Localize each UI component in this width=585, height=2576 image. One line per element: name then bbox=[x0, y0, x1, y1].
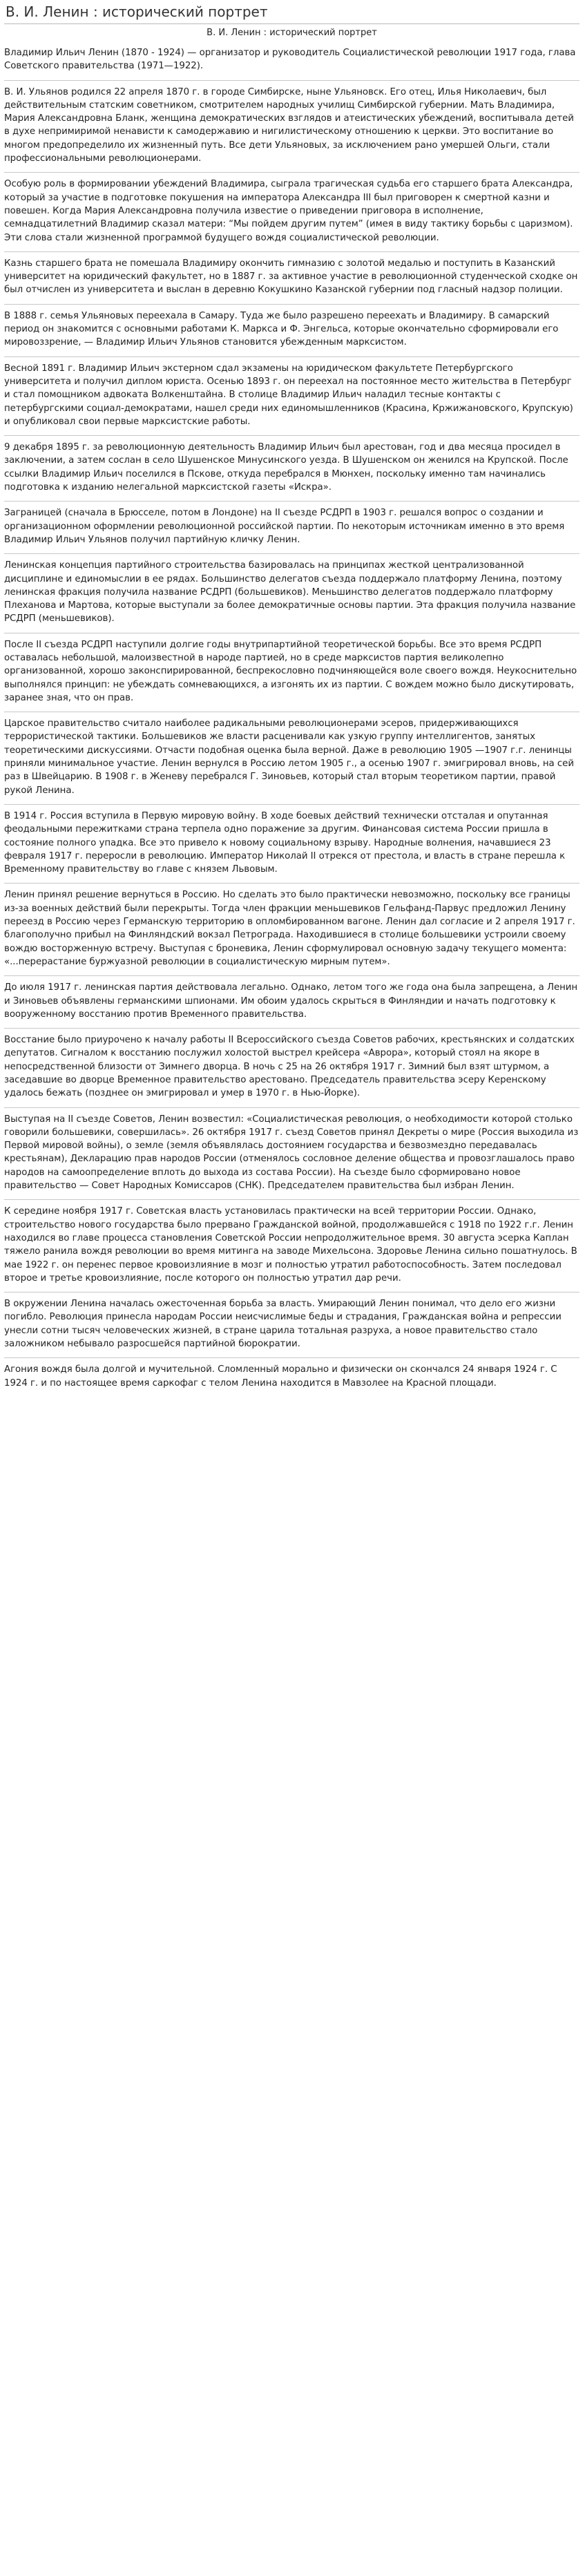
paragraph: К середине ноября 1917 г. Советская власть установилась практически на всей территории России. Однако, строительство нового государства было прервано Гражданской войной, продолжавшейся с 1918 по 1922 г.г. Ленин находился во главе процесса становления Советской России непродолжительное время. 30 августа эсерка Каплан тяжело ранила вождя революции во время митинга на заводе Михельсона. Здоровье Ленина сильно пошатнулось. В мае 1922 г. он перенес первое кровоизлияние в мозг и полностью утратил работоспособность. Затем последовал второе и третье кровоизлияние, после которого он полностью утратил дар речи. bbox=[4, 1200, 579, 1292]
paragraph: 9 декабря 1895 г. за революционную деятельность Владимир Ильич был арестован, год и два месяца просидел в заключении, а затем сослан в село Шушенское Минусинского уезда. В Шушенском он женился на Крупской. После ссылки Владимир Ильич поселился в Пскове, откуда перебрался в Мюнхен, поскольку именно там начинались подготовка к изданию нелегальной марксистской газеты «Искра». bbox=[4, 436, 579, 502]
paragraph: Агония вождя была долгой и мучительной. Сломленный морально и физически он скончался 24 января 1924 г. С 1924 г. и по настоящее время саркофаг с телом Ленина находится в Мавзолее на Красной площади. bbox=[4, 1364, 557, 1389]
paragraph: Весной 1891 г. Владимир Ильич экстерном сдал экзамены на юридическом факультете Петербургского университета и получил диплом юриста. Осенью 1893 г. он переехал на постоянное место жительства в Петербург и стал помощником адвоката Волкенштайна. В столице Владимир Ильич наладил тесные контакты с петербургскими социал-демократами, нашел среди них единомышленников (Красина, Кржижановского, Крупскую) и опубликовал свои первые марксистские работы. bbox=[4, 357, 579, 436]
title-divider bbox=[4, 23, 579, 24]
paragraph: Владимир Ильич Ленин (1870 - 1924) — организатор и руководитель Социалистической революции 1917 года, глава Советского правительства (1971—1922). bbox=[4, 46, 579, 81]
paragraph: До июля 1917 г. ленинская партия действовала легально. Однако, летом того же года она была запрещена, а Ленин и Зиновьев объявлены германскими шпионами. Им обоим удалось скрыться в Финляндии и начать подготовку к вооруженному восстанию против Временного правительства. bbox=[4, 976, 579, 1029]
paragraph: В 1914 г. Россия вступила в Первую мировую войну. В ходе боевых действий технически отсталая и опутанная феодальными пережитками страна терпела одно поражение за другим. Финансовая система России пришла в состояние полного упадка. Все это привело к новому социальному взрыву. Народные волнения, начавшиеся 23 февраля 1917 г. переросли в революцию. Император Николай II отрекся от престола, и власть в стране перешла к Временному правительству во главе с князем Львовым. bbox=[4, 805, 579, 884]
paragraph: Ленинская концепция партийного строительства базировалась на принципах жесткой централизованной дисциплине и единомыслии в ее рядах. Большинство делегатов съезда поддержало платформу Ленина, поэтому ленинская фракция получила название РСДРП (большевиков). Меньшинство делегатов поддержало платформу Плеханова и Мартова, которые выступали за более демократичные основы партии. Эта фракция получила название РСДРП (меньшевиков). bbox=[4, 554, 579, 633]
document-subtitle: В. И. Ленин : исторический портрет bbox=[207, 28, 377, 38]
paragraph: После II съезда РСДРП наступили долгие годы внутрипартийной теоретической борьбы. Все это время РСДРП оставалась небольшой, малоизвестной в народе партией, но в среде марксистов партия великолепно организованной, хорошо законспирированной, беспрекословно подчиняющейся воле своего вождя. Неукоснительно выполнялся принцип: не убеждать сомневающихся, а изгонять их из партии. С вождем можно было дискутировать, заранее зная, что он прав. bbox=[4, 633, 579, 712]
paragraph: Царское правительство считало наиболее радикальными революционерами эсеров, придерживающихся террористической тактики. Большевиков же власти расценивали как узкую группу интеллигентов, занятых теоретическими дискуссиями. Отчасти подобная оценка была верной. Даже в революцию 1905 —1907 г.г. ленинцы приняли минимальное участие. Ленин вернулся в Россию летом 1905 г., а осенью 1907 г. эмигрировал вновь, на сей раз в Швейцарию. В 1908 г. в Женеву перебрался Г. Зиновьев, который стал вторым теоретиком партии, правой рукой Ленина. bbox=[4, 712, 579, 805]
article-body bbox=[4, 46, 579, 1397]
page-title: В. И. Ленин : исторический портрет bbox=[6, 3, 268, 20]
paragraph: Выступая на II съезде Советов, Ленин возвестил: «Социалистическая революция, о необходимости которой столько говорили большевики, совершилась». 26 октября 1917 г. съезд Советов принял Декреты о мире (Россия выходила из Первой мировой войны), о земле (земля объявлялась достоянием государства и безвозмездно передавалась крестьянам), Декларацию прав народов России (отменялось сословное деление общества и провозглашалось право народов на самоопределение вплоть до выхода из состава России). На съезде было сформировано новое правительство — Совет Народных Комиссаров (СНК). Председателем правительства был избран Ленин. bbox=[4, 1108, 579, 1201]
paragraph: Ленин принял решение вернуться в Россию. Но сделать это было практически невозможно, поскольку все границы из-за военных действий были перекрыты. Тогда член фракции меньшевиков Гельфанд-Парвус предложил Ленину переезд в Россию через Германскую территорию в опломбированном вагоне. Ленин дал согласие и 2 апреля 1917 г. благополучно прибыл на Финляндский вокзал Петрограда. Находившиеся в столице большевики устроили своему вождю восторженную встречу. Выступая с броневика, Ленин сформулировал основную задачу текущего момента: «...перерастание буржуазной революции в социалистическую мирным путем». bbox=[4, 884, 579, 976]
paragraph: Заграницей (сначала в Брюсселе, потом в Лондоне) на II съезде РСДРП в 1903 г. решался вопрос о создании и организационном оформлении революционной российской партии. По некоторым источникам именно в это время Владимир Ильич Ульянов получил партийную кличку Ленин. bbox=[4, 502, 579, 554]
paragraph: В. И. Ульянов родился 22 апреля 1870 г. в городе Симбирске, ныне Ульяновск. Его отец, Илья Николаевич, был действительным статским советником, смотрителем народных училищ Симбирской губернии. Мать Владимира, Мария Александровна Бланк, женщина демократических взглядов и атеистических убеждений, воспитывала детей в духе непримиримой ненависти к самодержавию и нигилистическому отношению к церкви. Это воспитание во многом предопределило их жизненный путь. Все дети Ульяновых, за исключением рано умершей Ольги, стали профессиональными революционерами. bbox=[4, 81, 579, 173]
paragraph: Казнь старшего брата не помешала Владимиру окончить гимназию с золотой медалью и поступить в Казанский университет на юридический факультет, но в 1887 г. за активное участие в революционной студенческой сходке он был отчислен из университета и выслан в деревню Кокушкино Казанской губернии под гласный надзор полиции. bbox=[4, 252, 579, 305]
paragraph: Особую роль в формировании убеждений Владимира, сыграла трагическая судьба его старшего брата Александра, который за участие в подготовке покушения на императора Александра III был приговорен к смертной казни и повешен. Когда Мария Александровна получила известие о приведении приговора в исполнение, семнадцатилетний Владимир сказал матери: “Мы пойдем другим путем” (имея в виду тактику борьбы с царизмом). Эти слова стали жизненной программой будущего вождя социалистической революции. bbox=[4, 173, 579, 251]
paragraph: В 1888 г. семья Ульяновых переехала в Самару. Туда же было разрешено переехать и Владимиру. В самарский период он знакомится с основными работами К. Маркса и Ф. Энгельса, которые окончательно сформировали его мировоззрение, — Владимир Ильич Ульянов становится убежденным марксистом. bbox=[4, 305, 579, 357]
paragraph: В окружении Ленина началась ожесточенная борьба за власть. Умирающий Ленин понимал, что дело его жизни погибло. Революция принесла народам России неисчислимые беды и страдания, Гражданская война и репрессии унесли сотни тысяч человеческих жизней, в стране царила тотальная разруха, а новое правительство стало заложником небывало разросшейся партийной бюрократии. bbox=[4, 1292, 579, 1358]
paragraph: Восстание было приурочено к началу работы II Всероссийского съезда Советов рабочих, крестьянских и солдатских депутатов. Сигналом к восстанию послужил холостой выстрел крейсера «Аврора», который стоял на якоре в непосредственной близости от Зимнего дворца. В ночь с 25 на 26 октября 1917 г. Зимний был взят штурмом, а заседавшие во дворце Временное правительство арестовано. Председатель правительства эсеру Керенскому удалось бежать (позднее он эмигрировал и умер в 1970 г. в Нью-Йорке). bbox=[4, 1029, 579, 1107]
